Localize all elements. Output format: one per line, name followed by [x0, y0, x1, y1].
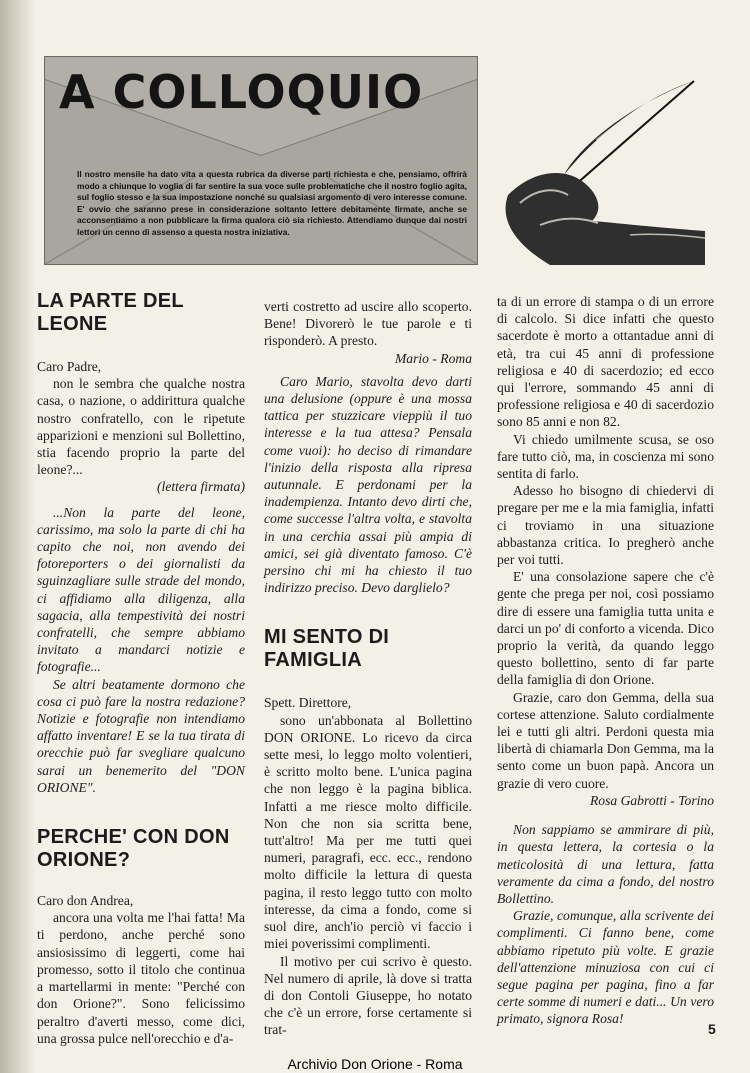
letter-text: verti costretto ad uscire allo scoperto. Bene! Divorerò le tue parole e ti risponderò. A presto. [264, 299, 472, 349]
letter-text: ta di un errore di stampa o di un errore di calcolo. Si dice infatti che questo sacerdote è morto a ottantadue anni di età, tra cui 45 anni di professione religiosa e 40 di sacerdozio; ed ecco qui l'errore, sommando 45 anni di professione religiosa e 40 di sacerdozio sono 85 anni e non 82. [497, 294, 714, 430]
letter-signature: Mario - Roma [394, 350, 472, 366]
letter-text: Vi chiedo umilmente scusa, se oso fare tutto ciò, ma, in coscienza mi sono sentita di farlo. [497, 431, 714, 482]
rubric-intro: Il nostro mensile ha dato vita a questa rubrica da diverse parti richiesta e che, pensiamo, offrirà modo a chiunque lo voglia di far sentire la sua voce sulle problematiche che il nostro foglio agita, sul foglio stesso e la sua impostazione nonché su qualsiasi argomento di vero interesse comune. E' ovvio che saranno prese in considerazione soltanto lettere debitamente firmate, anche se acconsentiamo a non pubblicare la firma qualora ciò sia richiesto. Attendiamo dunque dai nostri lettori un cenno di assenso a questa nostra iniziativa. [77, 169, 467, 237]
rubric-title: A COLLOQUIO [59, 65, 424, 119]
letter-text: sono un'abbonata al Bollettino DON ORIONE. Lo ricevo da circa sette mesi, lo leggo molto volentieri, è scritto molto bene. L'unica pagina che non leggo è la pagina biblica. Infatti a me riesce molto difficile. Non che non sia scritta bene, tutt'altro! Ma per me tutti quei numeri, paragrafi, ecc. ecc., rendono molto difficile la lettura di questa pagina, il resto leggo tutto con molto interesse, da cima a fondo, come si suol dire, anch'io perciò vi faccio i miei poverissimi complimenti. [264, 712, 472, 952]
salutation: Caro Padre, [37, 359, 102, 374]
editor-reply: Se altri beatamente dormono che cosa ci può fare la nostra redazione? Notizie e fotografie non intendiamo affatto inventare! E se la tua tirata di orecchie può far svegliare qualcuno sarai un benemerito del "DON ORIONE". [37, 676, 245, 795]
letter-text: E' una consolazione sapere che c'è gente che prega per noi, così possiamo dire di essere una famiglia tutta unita e darci un po' di conforto a vicenda. Dico proprio la verità, da quando leggo questo bollettino, sento di far parte della famiglia di don Orione. [497, 569, 714, 688]
salutation: Caro don Andrea, [37, 893, 134, 909]
archive-footer: Archivio Don Orione - Roma [287, 1056, 463, 1072]
column-1 [37, 290, 245, 1047]
article-heading: LA PARTE DEL LEONE [37, 290, 184, 335]
letter-signature: Rosa Gabrotti - Torino [589, 792, 714, 808]
letter-text: Grazie, caro don Gemma, della sua cortese attenzione. Saluto cordialmente lei e tutti gli altri. Perdoni questa mia libertà di chiamarla Don Gemma, ma la sento come un buon papà. Ancora un grazie di vero cuore. [497, 689, 714, 791]
letter-note: (lettera firmata) [157, 479, 245, 495]
column-3 [497, 293, 714, 1028]
article-heading: MI SENTO DI FAMIGLIA [264, 626, 390, 672]
editor-reply: Grazie, comunque, alla scrivente dei complimenti. Ci fanno bene, come abbiamo ripetuto più volte. E grazie dell'attenzione minuziosa con cui ci segue pagina per pagina, fino a far certe somme di numeri e dati... Un vero primato, signora Rosa! [497, 908, 714, 1027]
letter-text: Adesso ho bisogno di chiedervi di pregare per me e la mia famiglia, infatti ci troviamo in una situazione abbastanza critica. Io pregherò anche per voi tutti. [497, 483, 714, 568]
editor-reply: Caro Mario, stavolta devo darti una delusione (oppure è una mossa tattica per stuzzicare vieppiù il tuo interesse e la tua attesa? Pensala come vuoi): ho deciso di rimandare l'inizio della risposta alla ripresa autunnale. E perdonami per la inadempienza. Intanto devo dirti che, come successe l'altra volta, e stavolta in una cerchia assai più ampia di amici, sei già diventato famoso. C'è persino chi mi ha chiesto il tuo indirizzo preciso. Devo darglielo? [264, 373, 472, 596]
rubric-header [44, 56, 478, 265]
page-number: 5 [708, 1021, 716, 1037]
editor-reply: Non sappiamo se ammirare di più, in questa lettera, la cortesia o la meticolosità di una lettura, fatta veramente da cima a fondo, del nostro Bollettino. [497, 822, 714, 906]
article-heading: PERCHE' CON DON ORIONE? [37, 826, 230, 872]
letter-text: non le sembra che qualche nostra casa, o nazione, o addirittura qualche nostro confratello, con le ripetute apparizioni e menzioni sul Bollettino, stia facendo proprio la parte del leone?... [37, 376, 245, 478]
letter-text: ancora una volta me l'hai fatta! Ma ti perdono, anche perché sono ansiosissimo di leggerti, come hai promesso, sotto il titolo che continua a martellarmi in mente: "Perché con don Orione?". Sono felicissimo peraltro d'averti messo, come dici, una grossa pulce nell'orecchio e d'a- [37, 910, 245, 1046]
page-binding-shadow [0, 0, 36, 1073]
letter-text: Il motivo per cui scrivo è questo. Nel numero di aprile, là dove si tratta di don Contoli Giuseppe, ho notato che c'è un errore, forse certamente si trat- [264, 953, 472, 1038]
quill-hand-icon [480, 75, 705, 265]
column-2 [264, 298, 472, 1039]
salutation: Spett. Direttore, [264, 695, 352, 711]
editor-reply: ...Non la parte del leone, carissimo, ma solo la parte di chi ha capito che noi, non avendo dei fotoreporters o dei giornalisti da sguinzagliare sulle strade del mondo, ci affidiamo alla diligenza, alla sagacia, alla tempestività dei nostri confratelli, che sempre abbiamo invitato a mandarci notizie e fotografie... [37, 504, 245, 675]
